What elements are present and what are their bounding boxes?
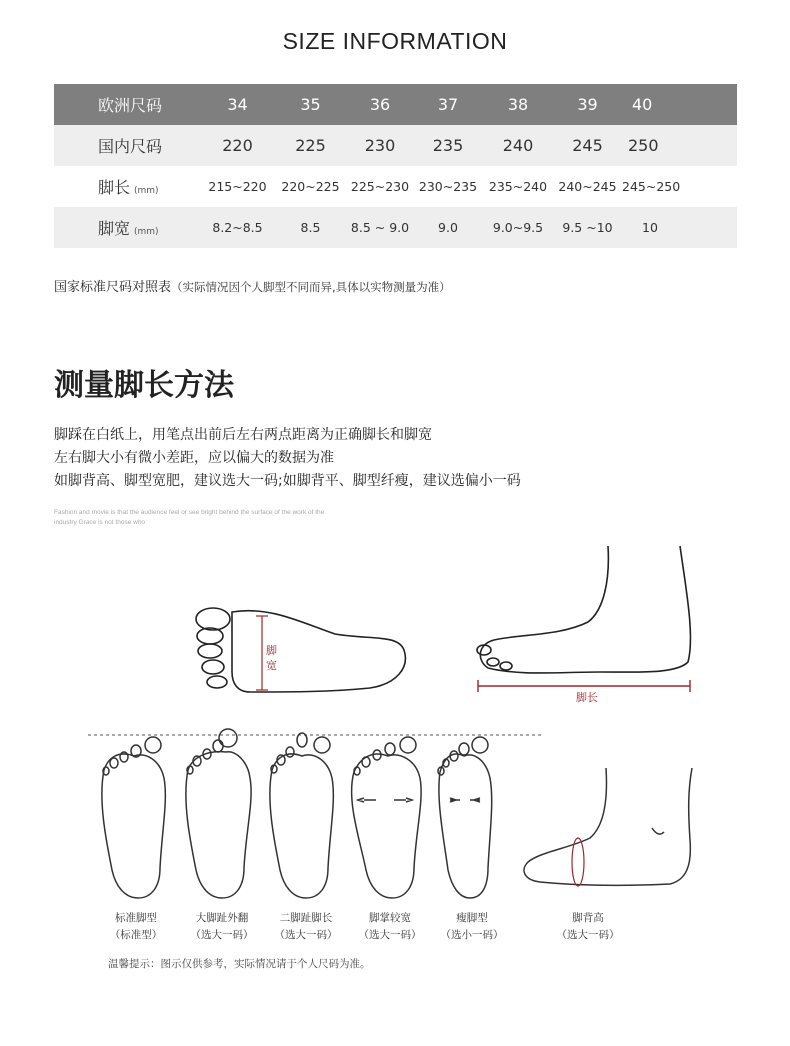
foot-type-name: 大脚趾外翻 bbox=[195, 912, 249, 924]
table-cell: 34 bbox=[201, 84, 274, 125]
table-cell: 225~230 bbox=[347, 166, 413, 207]
table-cell: 240 bbox=[483, 125, 553, 166]
unit-label: (mm) bbox=[134, 186, 159, 196]
table-cell: 10 bbox=[622, 207, 737, 248]
table-cell: 39 bbox=[553, 84, 622, 125]
foot-type-slim-figure bbox=[438, 737, 492, 898]
method-title: 测量脚长方法 bbox=[54, 368, 234, 403]
table-note-main: 国家标准尺码对照表 bbox=[54, 280, 172, 295]
foot-type-standard-figure bbox=[102, 737, 165, 898]
foot-type-advice: （选大一码） bbox=[556, 929, 620, 941]
table-cell: 235~240 bbox=[483, 166, 553, 207]
table-cell: 230~235 bbox=[413, 166, 483, 207]
foot-type-wide-figure bbox=[352, 737, 422, 898]
table-cell: 40 bbox=[622, 84, 737, 125]
table-cell: 8.5 ~ 9.0 bbox=[347, 207, 413, 248]
foot-type-advice: （选小一码） bbox=[440, 929, 504, 941]
table-cell: 37 bbox=[413, 84, 483, 125]
table-cell: 215~220 bbox=[201, 166, 274, 207]
fine-print: Fashion and movie is that the audience feel or see bright behind the surface of the work of the industry Grace is not those who bbox=[54, 509, 325, 526]
foot-type-name: 瘦脚型 bbox=[456, 912, 488, 924]
foot-type-long-second-toe-figure bbox=[270, 733, 333, 898]
table-cell: 8.2~8.5 bbox=[201, 207, 274, 248]
foot-side-length-figure bbox=[477, 546, 690, 692]
foot-type-advice: （选大一码） bbox=[274, 929, 338, 941]
foot-type-high-instep-figure bbox=[524, 768, 692, 886]
width-label: 宽 bbox=[266, 659, 277, 672]
foot-type-name: 二脚趾脚长 bbox=[279, 912, 333, 924]
table-cell: 36 bbox=[347, 84, 413, 125]
footprint-width-figure bbox=[196, 608, 405, 692]
foot-type-name: 标准脚型 bbox=[115, 912, 157, 924]
foot-type-name: 脚背高 bbox=[572, 912, 604, 924]
method-step: 如脚背高、脚型宽肥，建议选大一码;如脚背平、脚型纤瘦，建议选偏小一码 bbox=[54, 473, 521, 489]
table-note-sub: （实际情况因个人脚型不同而异,具体以实物测量为准） bbox=[171, 280, 451, 294]
row-label: 欧洲尺码 bbox=[54, 84, 201, 125]
table-cell: 230 bbox=[347, 125, 413, 166]
foot-type-name: 脚掌较宽 bbox=[369, 912, 411, 924]
table-cell: 9.0 bbox=[413, 207, 483, 248]
foot-type-bunion-figure bbox=[186, 729, 251, 898]
length-label: 脚长 bbox=[576, 691, 598, 704]
footer-tip: 温馨提示：图示仅供参考，实际情况请于个人尺码为准。 bbox=[108, 958, 371, 970]
unit-label: (mm) bbox=[134, 227, 159, 237]
row-label: 脚宽 (mm) bbox=[54, 207, 201, 248]
foot-type-advice: （标准型） bbox=[109, 929, 163, 941]
table-cell: 9.0~9.5 bbox=[483, 207, 553, 248]
row-label: 脚长 (mm) bbox=[54, 166, 201, 207]
table-cell: 245 bbox=[553, 125, 622, 166]
table-cell: 240~245 bbox=[553, 166, 622, 207]
table-cell: 35 bbox=[274, 84, 347, 125]
row-label: 国内尺码 bbox=[54, 125, 201, 166]
table-cell: 225 bbox=[274, 125, 347, 166]
table-cell: 235 bbox=[413, 125, 483, 166]
table-cell: 220 bbox=[201, 125, 274, 166]
method-step: 左右脚大小有微小差距，应以偏大的数据为准 bbox=[54, 450, 334, 466]
page-title: SIZE INFORMATION bbox=[282, 28, 508, 54]
table-cell: 8.5 bbox=[274, 207, 347, 248]
foot-type-advice: （选大一码） bbox=[190, 929, 254, 941]
table-cell: 9.5 ~10 bbox=[553, 207, 622, 248]
table-cell: 38 bbox=[483, 84, 553, 125]
table-cell: 220~225 bbox=[274, 166, 347, 207]
table-cell: 245~250 bbox=[622, 166, 737, 207]
width-label: 脚 bbox=[266, 644, 277, 657]
foot-type-advice: （选大一码） bbox=[358, 929, 422, 941]
table-cell: 250 bbox=[622, 125, 737, 166]
method-step: 脚踩在白纸上，用笔点出前后左右两点距离为正确脚长和脚宽 bbox=[54, 427, 432, 443]
